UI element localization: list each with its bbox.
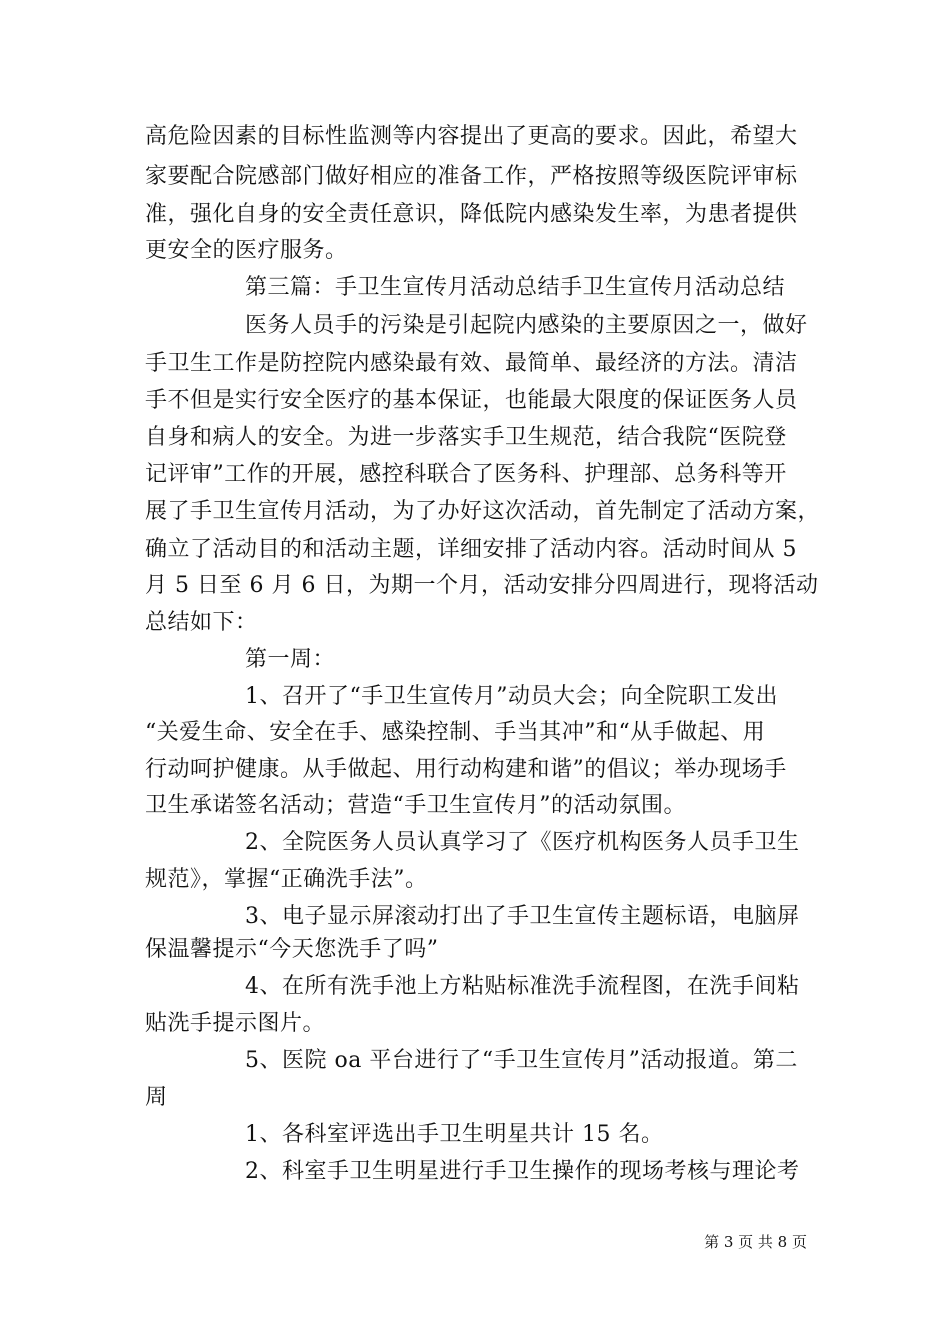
list-item: 3、电子显示屏滚动打出了手卫生宣传主题标语，电脑屏 (245, 904, 800, 929)
paragraph-line: 记评审”工作的开展，感控科联合了医务科、护理部、总务科等开 (145, 462, 787, 487)
list-item: 4、在所有洗手池上方粘贴标准洗手流程图，在洗手间粘 (245, 974, 800, 999)
paragraph-line: 更安全的医疗服务。 (145, 238, 348, 263)
paragraph-line: “关爱生命、安全在手、感染控制、手当其冲”和“从手做起、用 (145, 720, 766, 745)
paragraph-line: 手不但是实行安全医疗的基本保证，也能最大限度的保证医务人员 (145, 388, 798, 413)
list-item: 2、全院医务人员认真学习了《医疗机构医务人员手卫生 (245, 830, 800, 855)
paragraph-line: 规范》，掌握“正确洗手法”。 (145, 867, 428, 892)
list-item: 2、科室手卫生明星进行手卫生操作的现场考核与理论考 (245, 1159, 800, 1184)
paragraph-line: 展了手卫生宣传月活动，为了办好这次活动，首先制定了活动方案， (145, 499, 821, 524)
paragraph-line: 确立了活动目的和活动主题，详细安排了活动内容。活动时间从 5 (145, 537, 797, 562)
paragraph-line: 贴洗手提示图片。 (145, 1011, 326, 1036)
list-item: 1、各科室评选出手卫生明星共计 15 名。 (245, 1122, 664, 1147)
paragraph-line: 医务人员手的污染是引起院内感染的主要原因之一，做好 (245, 313, 808, 338)
paragraph-line: 准，强化自身的安全责任意识，降低院内感染发生率，为患者提供 (145, 202, 798, 227)
list-item: 1、召开了“手卫生宣传月”动员大会；向全院职工发出 (245, 684, 778, 709)
paragraph-line: 家要配合院感部门做好相应的准备工作，严格按照等级医院评审标 (145, 164, 798, 189)
section-heading: 第三篇：手卫生宣传月活动总结手卫生宣传月活动总结 (245, 275, 786, 300)
page-number-footer: 第 3 页 共 8 页 (704, 1233, 807, 1251)
paragraph-line: 月 5 日至 6 月 6 日，为期一个月，活动安排分四周进行，现将活动 (145, 573, 819, 598)
paragraph-line: 总结如下： (145, 610, 258, 635)
paragraph-line: 保温馨提示“今天您洗手了吗” (145, 937, 439, 962)
paragraph-line: 自身和病人的安全。为进一步落实手卫生规范，结合我院“医院登 (145, 425, 787, 450)
paragraph-line: 卫生承诺签名活动；营造“手卫生宣传月”的活动氛围。 (145, 793, 686, 818)
paragraph-line: 行动呵护健康。从手做起、用行动构建和谐”的倡议；举办现场手 (145, 757, 787, 782)
list-item: 5、医院 oa 平台进行了“手卫生宣传月”活动报道。第二 (245, 1048, 798, 1073)
paragraph-line: 周 (145, 1085, 168, 1110)
week-heading: 第一周： (245, 647, 336, 672)
paragraph-line: 高危险因素的目标性监测等内容提出了更高的要求。因此，希望大 (145, 124, 798, 149)
paragraph-line: 手卫生工作是防控院内感染最有效、最简单、最经济的方法。清洁 (145, 351, 798, 376)
